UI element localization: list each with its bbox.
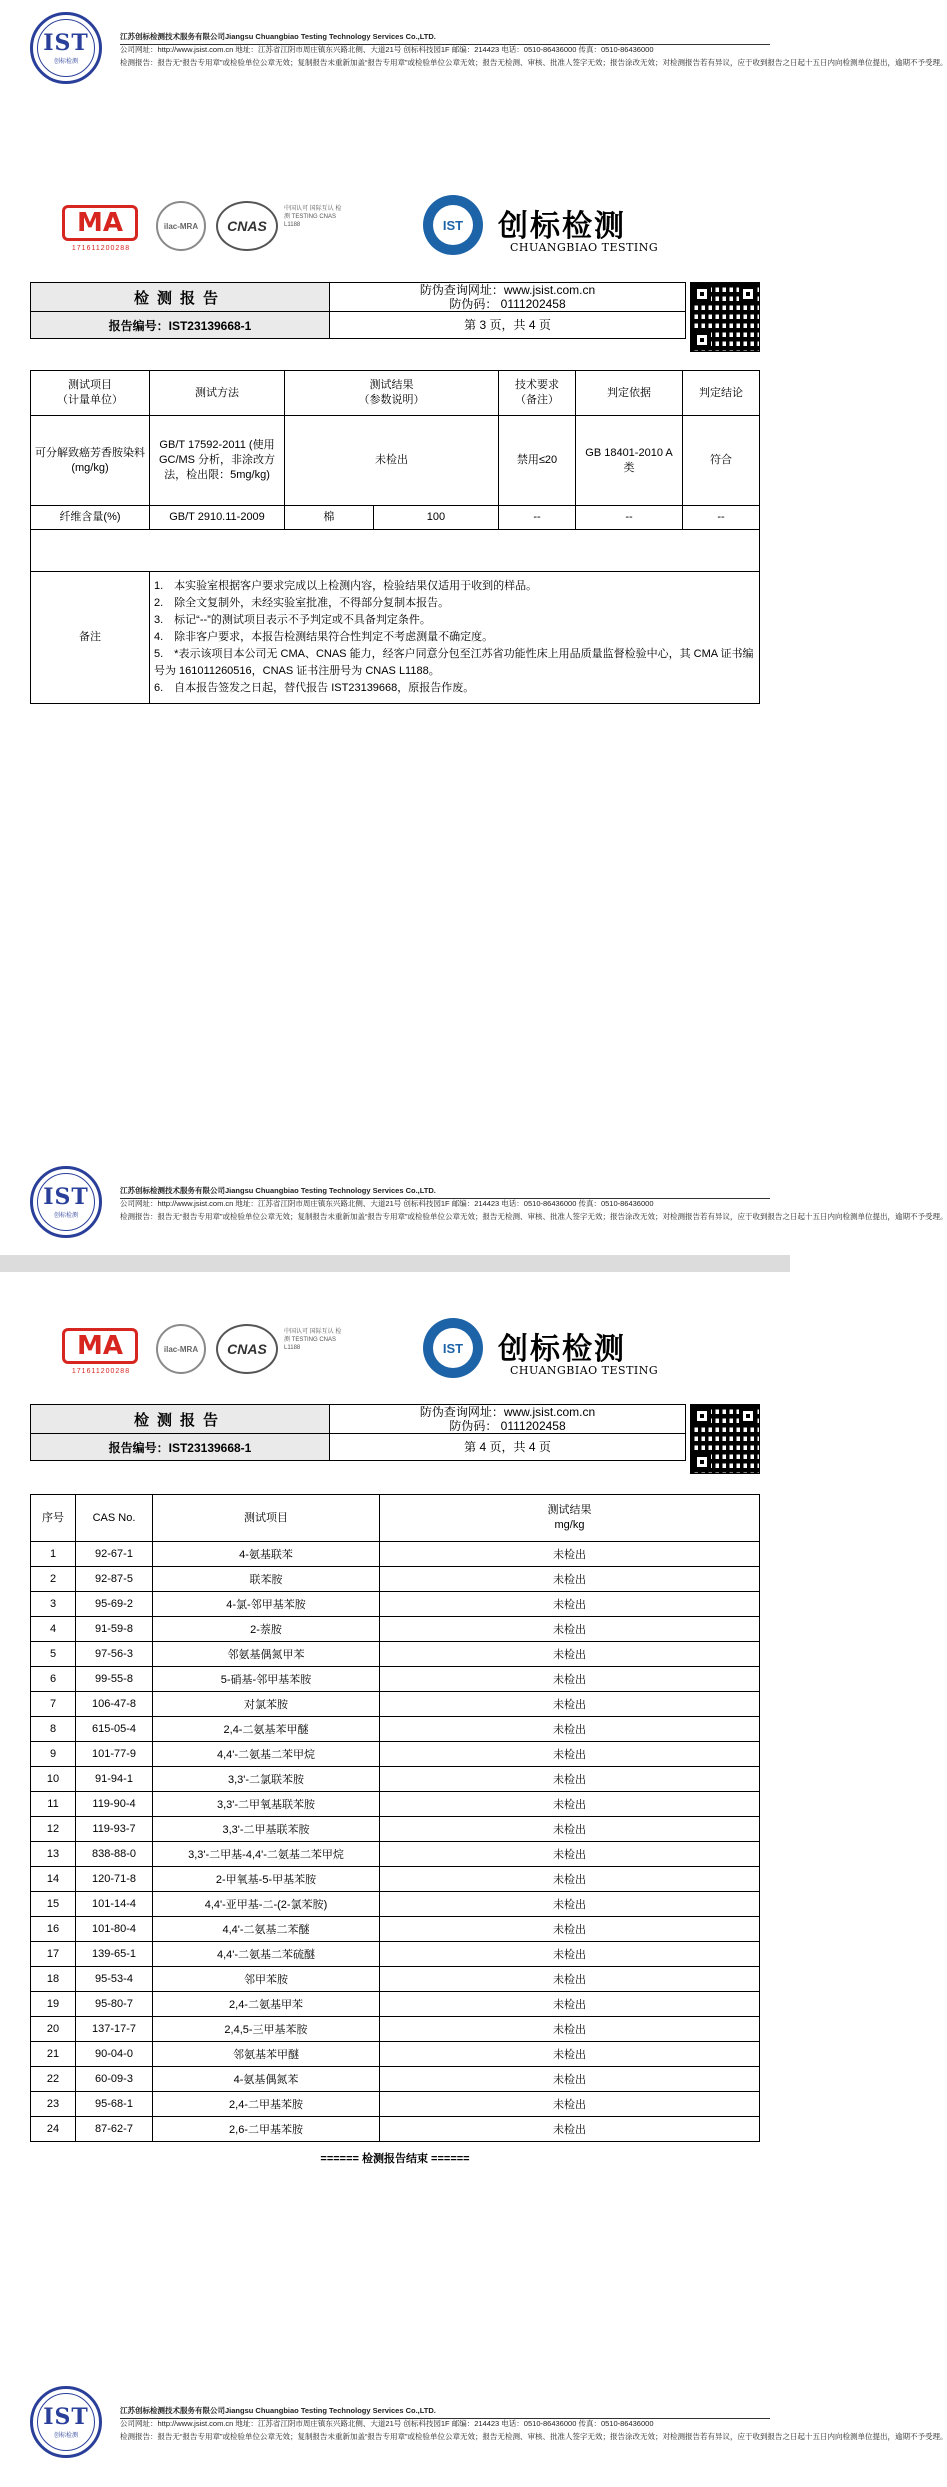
row1-requirement: 禁用≤20 (499, 416, 576, 506)
notes-cell (150, 572, 760, 704)
qr-code (690, 282, 760, 352)
row-number: 8 (31, 1717, 76, 1742)
row-item: 3,3'-二甲氧基联苯胺 (153, 1792, 380, 1817)
table-row (31, 1717, 760, 1742)
row-result: 未检出 (380, 1917, 760, 1942)
col-header-result: 测试结果 （参数说明） (285, 371, 499, 416)
company-notice-line: 检测报告：报告无“报告专用章”或检验单位公章无效；复制报告未重新加盖“报告专用章”或检验单位公章无效；报告无检测、审核、批准人签字无效；报告涂改无效；对检测报告若有异议，应于收到报告之日起十五日内向检测单位提出，逾期不予受理。 (120, 1212, 947, 1221)
table-row (31, 1542, 760, 1567)
row-cas: 139-65-1 (76, 1942, 153, 1967)
row-number: 19 (31, 1992, 76, 2017)
row-number: 20 (31, 2017, 76, 2042)
row-number: 21 (31, 2042, 76, 2067)
letterhead-top (20, 6, 947, 96)
row-item: 3,3'-二甲基-4,4'-二氨基二苯甲烷 (153, 1842, 380, 1867)
row-result: 未检出 (380, 2042, 760, 2067)
row-number: 17 (31, 1942, 76, 1967)
report-title: 检测报告 (31, 1405, 330, 1434)
amine-test-table (30, 1494, 760, 2142)
letterhead-rule (120, 2418, 770, 2419)
row1-result: 未检出 (285, 416, 499, 506)
row-item: 4-氨基联苯 (153, 1542, 380, 1567)
col-header-basis: 判定依据 (576, 371, 683, 416)
row-number: 10 (31, 1767, 76, 1792)
row-result: 未检出 (380, 1592, 760, 1617)
verify-info (330, 283, 686, 312)
row-cas: 92-67-1 (76, 1542, 153, 1567)
row-number: 4 (31, 1617, 76, 1642)
row-result: 未检出 (380, 1717, 760, 1742)
row-result: 未检出 (380, 1642, 760, 1667)
table-row (31, 1692, 760, 1717)
brand-name-cn: 创标检测 (498, 209, 626, 244)
company-address-line: 公司网址：http://www.jsist.com.cn 地址：江苏省江阴市周庄镇东兴路北侧、大道21号 创标科技园1F 邮编：214423 电话：0510-86436000 传真：0510-86436000 (120, 2419, 654, 2428)
row2-basis: -- (576, 506, 683, 530)
row2-value: 100 (373, 506, 498, 530)
note-6: 6. 自本报告签发之日起，替代报告 IST23139668，原报告作废。 (154, 682, 475, 694)
col-header-item: 测试项目 (153, 1495, 380, 1542)
row-number: 5 (31, 1642, 76, 1667)
report-end-mark: ====== 检测报告结束 ====== (320, 2153, 470, 2165)
test-result-table (30, 370, 760, 704)
row1-basis: GB 18401-2010 A 类 (576, 416, 683, 506)
row-cas: 119-90-4 (76, 1792, 153, 1817)
table-row (31, 2067, 760, 2092)
row-cas: 87-62-7 (76, 2117, 153, 2142)
row-cas: 95-53-4 (76, 1967, 153, 1992)
row-result: 未检出 (380, 1792, 760, 1817)
blank-row (31, 530, 760, 572)
table-row (31, 1842, 760, 1867)
row1-method: GB/T 17592-2011 (使用 GC/MS 分析，非涂改方法，检出限：5mg/kg) (150, 416, 285, 506)
cma-text: MA (62, 205, 138, 241)
row-number: 14 (31, 1867, 76, 1892)
table-row (31, 1742, 760, 1767)
row-item: 2,4-二甲基苯胺 (153, 2092, 380, 2117)
logo-text: IST (43, 29, 89, 56)
col-header-method: 测试方法 (150, 371, 285, 416)
row-cas: 101-80-4 (76, 1917, 153, 1942)
letterhead-bottom (20, 2380, 947, 2470)
row-cas: 95-68-1 (76, 2092, 153, 2117)
row-cas: 99-55-8 (76, 1667, 153, 1692)
row-item: 2,6-二甲基苯胺 (153, 2117, 380, 2142)
company-notice-line: 检测报告：报告无“报告专用章”或检验单位公章无效；复制报告未重新加盖“报告专用章”或检验单位公章无效；报告无检测、审核、批准人签字无效；报告涂改无效；对检测报告若有异议，应于收到报告之日起十五日内向检测单位提出，逾期不予受理。 (120, 2432, 947, 2441)
row-result: 未检出 (380, 1692, 760, 1717)
row-item: 4,4'-二氨基二苯醚 (153, 1917, 380, 1942)
row-item: 4,4'-二氨基二苯硫醚 (153, 1942, 380, 1967)
table-row (31, 1642, 760, 1667)
page-count: 第 4 页，共 4 页 (330, 1434, 686, 1461)
brand-name-cn: 创标检测 (498, 1332, 626, 1367)
table-row (31, 2042, 760, 2067)
row-result: 未检出 (380, 1767, 760, 1792)
row2-requirement: -- (499, 506, 576, 530)
ilac-mra-logo: ilac-MRA (156, 201, 206, 251)
col-header-result-unit: mg/kg (554, 1519, 585, 1531)
col-header-result (380, 1495, 760, 1542)
row-item: 4-氯-邻甲基苯胺 (153, 1592, 380, 1617)
page-count: 第 3 页，共 4 页 (330, 312, 686, 339)
row-result: 未检出 (380, 1567, 760, 1592)
row-number: 23 (31, 2092, 76, 2117)
company-name-line: 江苏创标检测技术服务有限公司Jiangsu Chuangbiao Testing Technology Services Co.,LTD. (120, 1186, 436, 1195)
row-number: 15 (31, 1892, 76, 1917)
row-number: 3 (31, 1592, 76, 1617)
row-number: 11 (31, 1792, 76, 1817)
row-number: 13 (31, 1842, 76, 1867)
brand-name-en: CHUANGBIAO TESTING (510, 241, 659, 254)
row2-method: GB/T 2910.11-2009 (150, 506, 285, 530)
row-cas: 91-94-1 (76, 1767, 153, 1792)
row-cas: 615-05-4 (76, 1717, 153, 1742)
table-row (31, 1592, 760, 1617)
row-cas: 92-87-5 (76, 1567, 153, 1592)
note-4: 4. 除非客户要求，本报告检测结果符合性判定不考虑测量不确定度。 (154, 631, 494, 643)
row2-item: 纤维含量(%) (31, 506, 150, 530)
verify-site: 防伪查询网址：www.jsist.com.cn (419, 1405, 596, 1419)
ist-logo (30, 1166, 102, 1238)
col-header-requirement: 技术要求 （备注） (499, 371, 576, 416)
logo-subtext: 创标检测 (53, 1212, 78, 1219)
row-item: 4,4'-亚甲基-二-(2-氯苯胺) (153, 1892, 380, 1917)
table-row (31, 1817, 760, 1842)
table-row (31, 2017, 760, 2042)
verify-site: 防伪查询网址：www.jsist.com.cn (419, 283, 596, 297)
note-2: 2. 除全文复制外，未经实验室批准，不得部分复制本报告。 (154, 597, 450, 609)
row-cas: 101-77-9 (76, 1742, 153, 1767)
table-row (31, 1617, 760, 1642)
row-result: 未检出 (380, 1617, 760, 1642)
qr-code (690, 1404, 760, 1474)
row-item: 邻氨基偶氮甲苯 (153, 1642, 380, 1667)
letterhead-bottom (20, 1160, 947, 1250)
table-row (31, 1567, 760, 1592)
col-header-conclusion: 判定结论 (683, 371, 760, 416)
table-row (31, 1892, 760, 1917)
cert-logos-row (48, 1318, 748, 1388)
row-cas: 60-09-3 (76, 2067, 153, 2092)
table-row (31, 1917, 760, 1942)
anti-fake-code: 防伪码： 0111202458 (449, 1419, 566, 1433)
row-result: 未检出 (380, 2117, 760, 2142)
row1-item: 可分解致癌芳香胺染料(mg/kg) (31, 416, 150, 506)
table-row (31, 2092, 760, 2117)
company-name-line: 江苏创标检测技术服务有限公司Jiangsu Chuangbiao Testing Technology Services Co.,LTD. (120, 2406, 436, 2415)
table-row (31, 1942, 760, 1967)
row-cas: 97-56-3 (76, 1642, 153, 1667)
row-number: 9 (31, 1742, 76, 1767)
col-header-cas: CAS No. (76, 1495, 153, 1542)
cma-number: 171611200288 (71, 1368, 131, 1375)
row2-conclusion: -- (683, 506, 760, 530)
row-number: 22 (31, 2067, 76, 2092)
logo-text: IST (43, 1183, 89, 1210)
row-item: 2,4-二氨基苯甲醚 (153, 1717, 380, 1742)
row-number: 7 (31, 1692, 76, 1717)
row-item: 联苯胺 (153, 1567, 380, 1592)
row-item: 4-氨基偶氮苯 (153, 2067, 380, 2092)
brand-logo-text: IST (433, 1328, 473, 1368)
row2-fiber: 棉 (285, 506, 374, 530)
ist-logo (30, 12, 102, 84)
logo-subtext: 创标检测 (53, 2432, 78, 2439)
table-row (31, 1767, 760, 1792)
cma-logo (58, 199, 144, 255)
cert-logos-row (48, 195, 748, 265)
company-name-line: 江苏创标检测技术服务有限公司Jiangsu Chuangbiao Testing Technology Services Co.,LTD. (120, 32, 436, 41)
cma-number: 171611200288 (71, 245, 131, 252)
logo-text: IST (43, 2403, 89, 2430)
row-result: 未检出 (380, 1667, 760, 1692)
brand-logo (423, 195, 483, 255)
col-header-item: 测试项目 （计量单位） (31, 371, 150, 416)
row-number: 18 (31, 1967, 76, 1992)
report-header (30, 1404, 686, 1461)
row-result: 未检出 (380, 1992, 760, 2017)
cma-logo (58, 1322, 144, 1378)
note-3: 3. 标记“--”的测试项目表示不予判定或不具备判定条件。 (154, 614, 431, 626)
row-result: 未检出 (380, 1817, 760, 1842)
company-address-line: 公司网址：http://www.jsist.com.cn 地址：江苏省江阴市周庄镇东兴路北侧、大道21号 创标科技园1F 邮编：214423 电话：0510-86436000 传真：0510-86436000 (120, 45, 654, 54)
row-item: 对氯苯胺 (153, 1692, 380, 1717)
row-number: 6 (31, 1667, 76, 1692)
cma-text: MA (62, 1328, 138, 1364)
row-result: 未检出 (380, 1967, 760, 1992)
page-gap (0, 1255, 790, 1272)
letterhead-rule (120, 1198, 770, 1199)
row-cas: 137-17-7 (76, 2017, 153, 2042)
row-cas: 91-59-8 (76, 1617, 153, 1642)
table-row (31, 1867, 760, 1892)
notes-label: 备注 (31, 572, 150, 704)
row-cas: 106-47-8 (76, 1692, 153, 1717)
row-item: 5-硝基-邻甲基苯胺 (153, 1667, 380, 1692)
row-result: 未检出 (380, 1942, 760, 1967)
cnas-logo: CNAS (216, 201, 278, 251)
note-5: 5. *表示该项目本公司无 CMA、CNAS 能力，经客户同意分包至江苏省功能性床上用品质量监督检验中心，其 CMA 证书编号为 161011260516，CNAS 证书注册号为 CNAS L1188。 (154, 648, 754, 677)
row-item: 2-萘胺 (153, 1617, 380, 1642)
row-cas: 90-04-0 (76, 2042, 153, 2067)
anti-fake-code: 防伪码： 0111202458 (449, 297, 566, 311)
brand-name-en: CHUANGBIAO TESTING (510, 1364, 659, 1377)
table-row (31, 1967, 760, 1992)
row-result: 未检出 (380, 1542, 760, 1567)
report-page-4 (0, 1272, 947, 2487)
row-item: 邻氨基苯甲醚 (153, 2042, 380, 2067)
table-row (31, 1792, 760, 1817)
row-result: 未检出 (380, 1892, 760, 1917)
col-header-no: 序号 (31, 1495, 76, 1542)
company-notice-line: 检测报告：报告无“报告专用章”或检验单位公章无效；复制报告未重新加盖“报告专用章”或检验单位公章无效；报告无检测、审核、批准人签字无效；报告涂改无效；对检测报告若有异议，应于收到报告之日起十五日内向检测单位提出，逾期不予受理。 (120, 58, 947, 67)
row-cas: 838-88-0 (76, 1842, 153, 1867)
ist-logo (30, 2386, 102, 2458)
row-item: 2,4-二氨基甲苯 (153, 1992, 380, 2017)
row-result: 未检出 (380, 2092, 760, 2117)
row-number: 2 (31, 1567, 76, 1592)
row-number: 12 (31, 1817, 76, 1842)
row-item: 4,4'-二氨基二苯甲烷 (153, 1742, 380, 1767)
note-1: 1. 本实验室根据客户要求完成以上检测内容，检验结果仅适用于收到的样品。 (154, 580, 538, 592)
table-row (31, 2117, 760, 2142)
row-cas: 119-93-7 (76, 1817, 153, 1842)
row-item: 邻甲苯胺 (153, 1967, 380, 1992)
table-row (31, 1667, 760, 1692)
logo-subtext: 创标检测 (53, 58, 78, 65)
row-cas: 95-80-7 (76, 1992, 153, 2017)
row-cas: 95-69-2 (76, 1592, 153, 1617)
report-title: 检测报告 (31, 283, 330, 312)
row-item: 2-甲氧基-5-甲基苯胺 (153, 1867, 380, 1892)
row-cas: 120-71-8 (76, 1867, 153, 1892)
col-header-result-title: 测试结果 (547, 1504, 592, 1516)
letterhead-rule (120, 44, 770, 45)
brand-logo-text: IST (433, 205, 473, 245)
cnas-description: 中国认可 国际互认 检测 TESTING CNAS L1188 (284, 1329, 342, 1351)
row-number: 16 (31, 1917, 76, 1942)
row-cas: 101-14-4 (76, 1892, 153, 1917)
report-header (30, 282, 686, 339)
row-result: 未检出 (380, 2067, 760, 2092)
row-result: 未检出 (380, 1842, 760, 1867)
row1-conclusion: 符合 (683, 416, 760, 506)
cnas-description: 中国认可 国际互认 检测 TESTING CNAS L1188 (284, 206, 342, 228)
row-result: 未检出 (380, 1867, 760, 1892)
report-number: 报告编号：IST23139668-1 (31, 312, 330, 339)
brand-logo (423, 1318, 483, 1378)
ilac-mra-logo: ilac-MRA (156, 1324, 206, 1374)
company-address-line: 公司网址：http://www.jsist.com.cn 地址：江苏省江阴市周庄镇东兴路北侧、大道21号 创标科技园1F 邮编：214423 电话：0510-86436000 传真：0510-86436000 (120, 1199, 654, 1208)
table-row (31, 1992, 760, 2017)
row-item: 3,3'-二氯联苯胺 (153, 1767, 380, 1792)
row-number: 1 (31, 1542, 76, 1567)
cnas-logo: CNAS (216, 1324, 278, 1374)
verify-info (330, 1405, 686, 1434)
row-result: 未检出 (380, 1742, 760, 1767)
row-item: 2,4,5-三甲基苯胺 (153, 2017, 380, 2042)
row-result: 未检出 (380, 2017, 760, 2042)
row-item: 3,3'-二甲基联苯胺 (153, 1817, 380, 1842)
report-number: 报告编号：IST23139668-1 (31, 1434, 330, 1461)
row-number: 24 (31, 2117, 76, 2142)
